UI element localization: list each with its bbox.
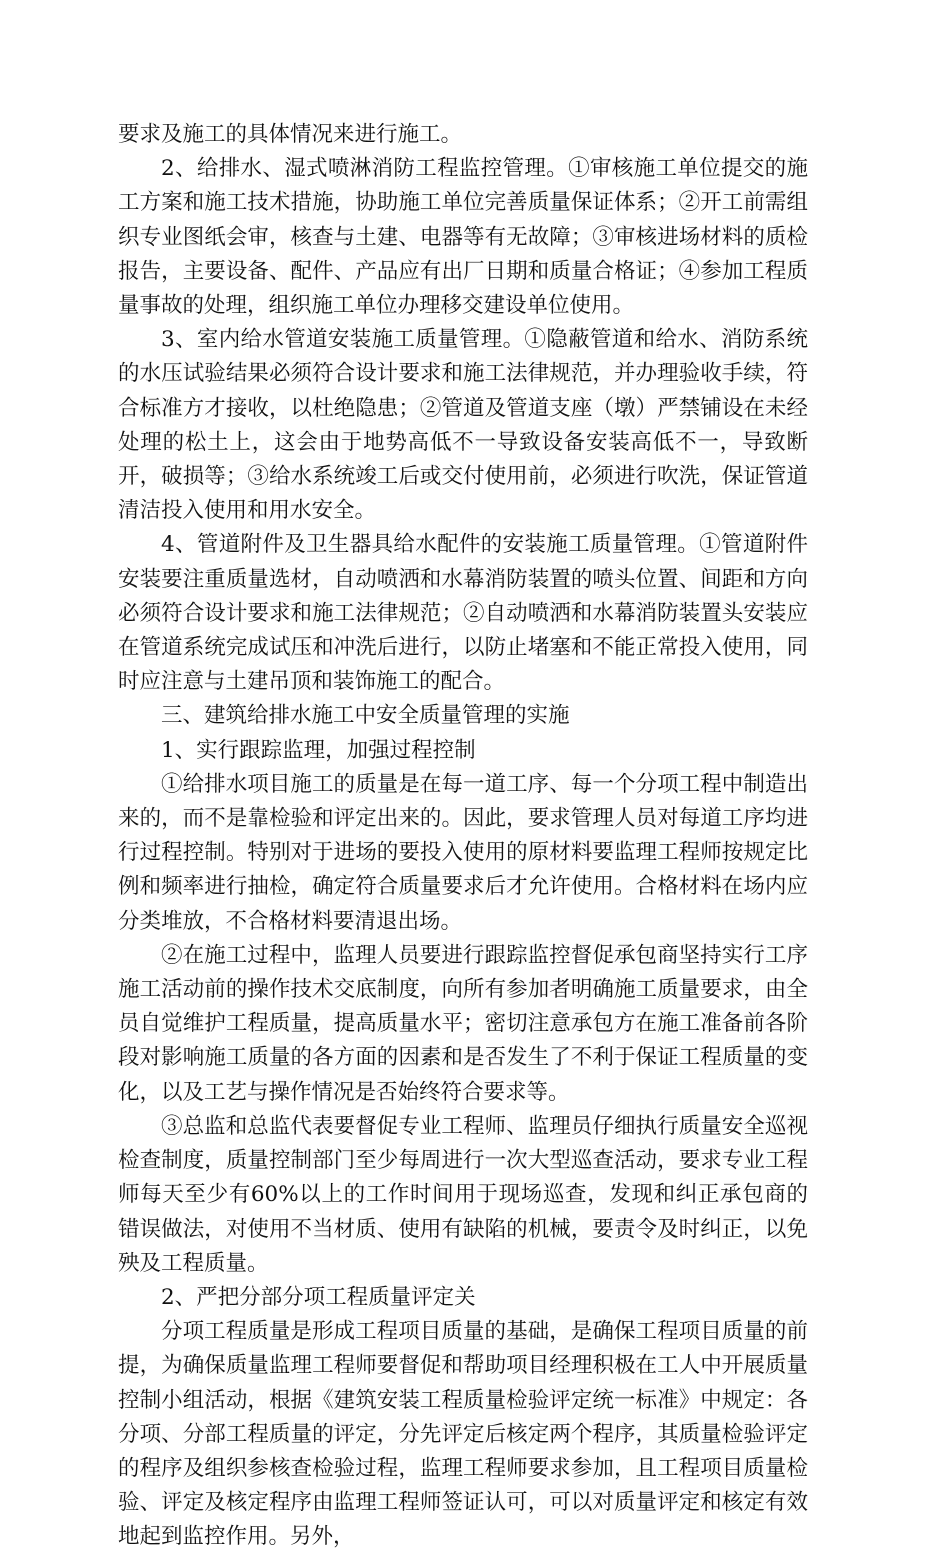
paragraph-process-control-1: ①给排水项目施工的质量是在每一道工序、每一个分项工程中制造出来的，而不是靠检验和评定出来的。因此，要求管理人员对每道工序均进行过程控制。特别对于进场的要投入使用的原材料要监理工程师按规定比例和频率进行抽检，确定符合质量要求后才允许使用。合格材料在场内应分类堆放，不合格材料要清退出场。 (118, 771, 808, 934)
paragraph-quality-evaluation: 分项工程质量是形成工程项目质量的基础，是确保工程项目质量的前提，为确保质量监理工程师要督促和帮助项目经理积极在工人中开展质量控制小组活动，根据《建筑安装工程质量检验评定统一标准》中规定：各分项、分部工程质量的评定，分先评定后核定两个程序，其质量检验评定的程序及组织参核查检验过程，监理工程师要求参加，且工程项目质量检验、评定及核定程序由监理工程师签证认可，可以对质量评定和核定有效地起到监控作用。另外， (118, 1319, 808, 1550)
subheading-tracking-supervision: 1、实行跟踪监理，加强过程控制 (161, 737, 476, 763)
paragraph-indoor-pipe-installation: 3、室内给水管道安装施工质量管理。①隐蔽管道和给水、消防系统的水压试验结果必须符合设计要求和施工法律规范，并办理验收手续，符合标准方才接收，以杜绝隐患；②管道及管道支座（墩）严禁铺设在未经处理的松土上，这会由于地势高低不一导致设备安装高低不一，导致断开，破损等；③给水系统竣工后或交付使用前，必须进行吹洗，保证管道清洁投入使用和用水安全。 (118, 327, 808, 524)
section-heading-safety-quality: 三、建筑给排水施工中安全质量管理的实施 (161, 703, 570, 729)
paragraph-pipe-fittings-installation: 4、管道附件及卫生器具给水配件的安装施工质量管理。①管道附件安装要注重质量选材，自动喷洒和水幕消防装置的喷头位置、间距和方向必须符合设计要求和施工法律规范；②自动喷洒和水幕消防装置头安装应在管道系统完成试压和冲洗后进行，以防止堵塞和不能正常投入使用，同时应注意与土建吊顶和装饰施工的配合。 (118, 532, 808, 695)
paragraph-water-sprinkler-supervision: 2、给排水、湿式喷淋消防工程监控管理。①审核施工单位提交的施工方案和施工技术措施，协助施工单位完善质量保证体系；②开工前需组织专业图纸会审，核查与土建、电器等有无故障；③审核进场材料的质检报告，主要设备、配件、产品应有出厂日期和质量合格证；④参加工程质量事故的处理，组织施工单位办理移交建设单位使用。 (118, 156, 808, 319)
paragraph-continuation: 要求及施工的具体情况来进行施工。 (118, 122, 463, 147)
paragraph-process-control-3: ③总监和总监代表要督促专业工程师、监理员仔细执行质量安全巡视检查制度，质量控制部门至少每周进行一次大型巡查活动，要求专业工程师每天至少有60%以上的工作时间用于现场巡查，发现和纠正承包商的错误做法，对使用不当材质、使用有缺陷的机械，要责令及时纠正，以免殃及工程质量。 (118, 1113, 808, 1276)
paragraph-process-control-2: ②在施工过程中，监理人员要进行跟踪监控督促承包商坚持实行工序施工活动前的操作技术交底制度，向所有参加者明确施工质量要求，由全员自觉维护工程质量，提高质量水平；密切注意承包方在施工准备前各阶段对影响施工质量的各方面的因素和是否发生了不利于保证工程质量的变化，以及工艺与操作情况是否始终符合要求等。 (118, 942, 808, 1105)
document-body (118, 118, 808, 1555)
subheading-quality-evaluation: 2、严把分部分项工程质量评定关 (161, 1284, 476, 1310)
